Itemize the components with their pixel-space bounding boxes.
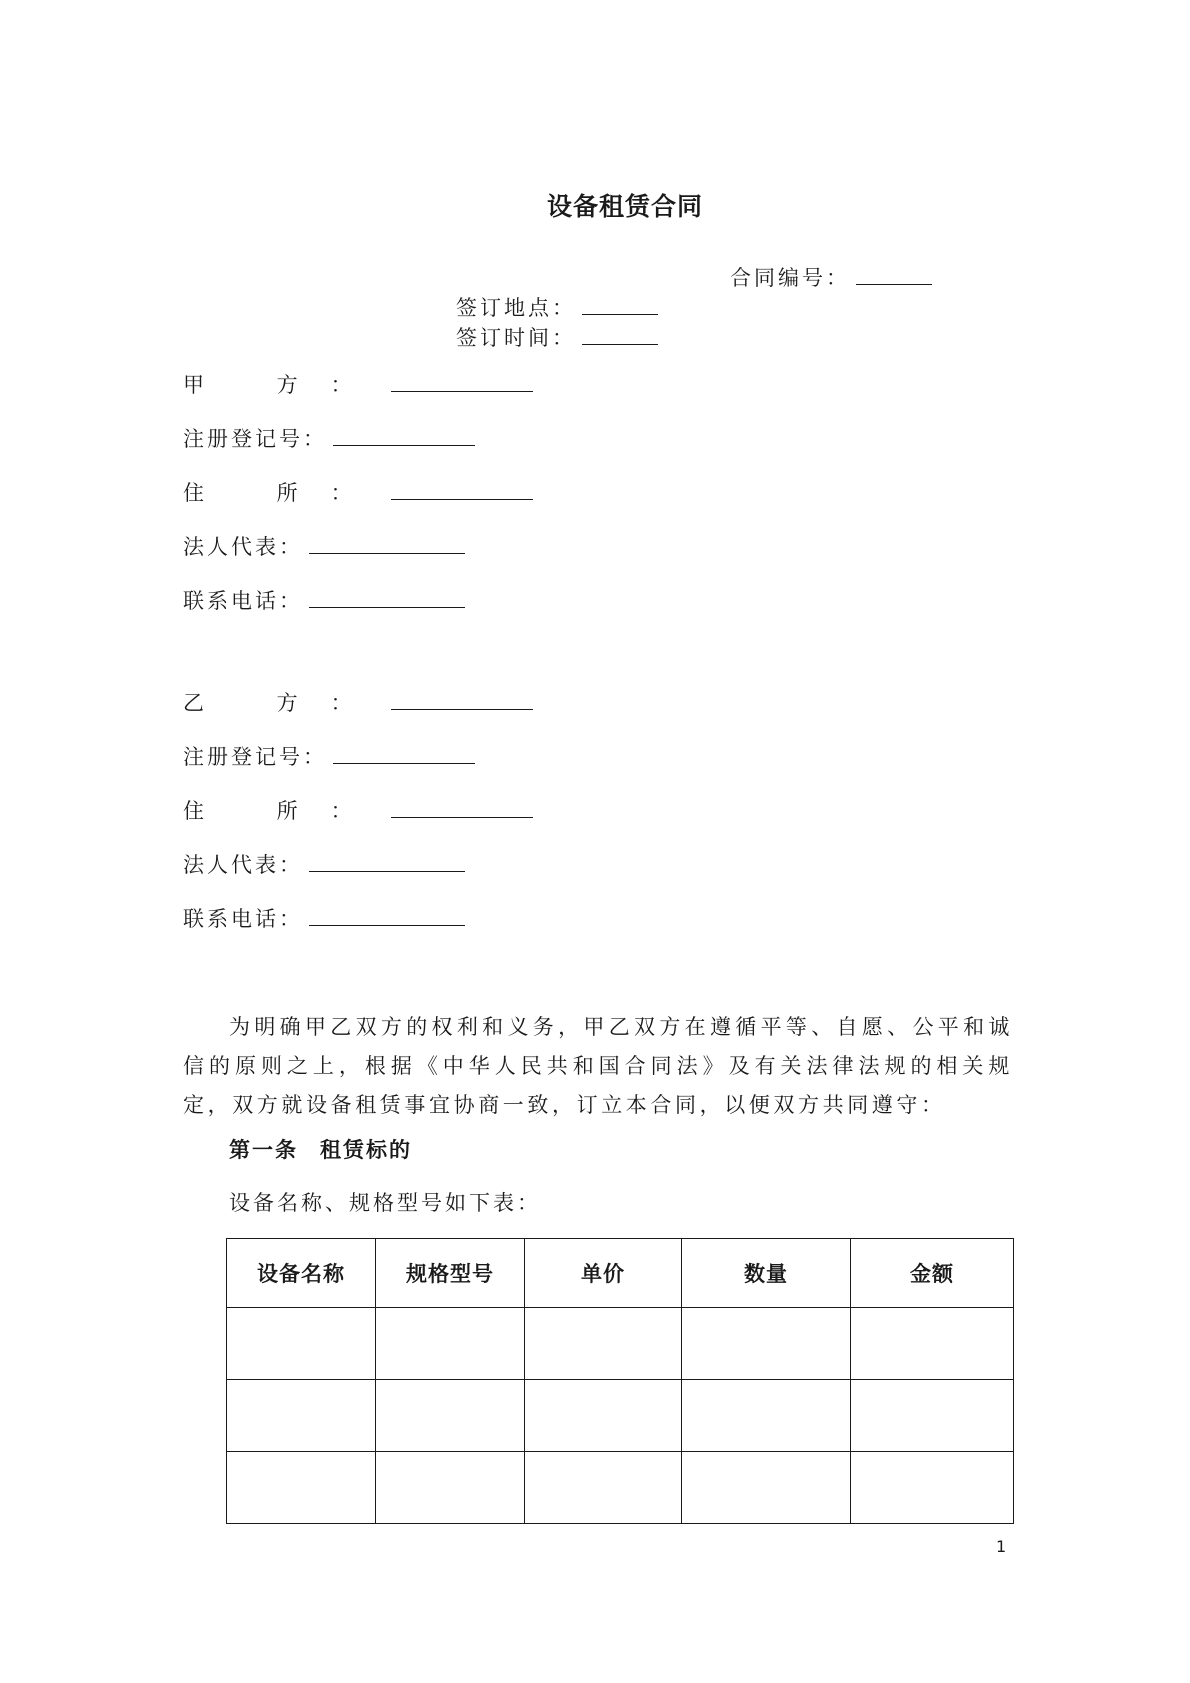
contract-number-line <box>730 262 932 292</box>
party-a-rep-blank[interactable] <box>309 533 465 554</box>
sign-time-blank[interactable] <box>582 324 658 345</box>
party-a-name-field <box>183 369 533 399</box>
party-b-address-blank[interactable] <box>391 797 533 818</box>
party-b-phone-field <box>183 903 465 933</box>
party-b-phone-blank[interactable] <box>309 905 465 926</box>
party-a-reg-blank[interactable] <box>333 425 475 446</box>
equipment-table <box>226 1238 1014 1524</box>
sign-place-line <box>456 292 658 322</box>
party-b-address-label: 住 所： <box>183 799 385 823</box>
sign-time-label: 签订时间： <box>456 326 576 350</box>
table-cell[interactable] <box>376 1452 525 1524</box>
party-b-label: 乙 方： <box>183 691 385 715</box>
table-cell[interactable] <box>525 1308 682 1380</box>
party-b-reg-blank[interactable] <box>333 743 475 764</box>
party-a-reg-field <box>183 423 475 453</box>
contract-number-label: 合同编号： <box>730 266 850 290</box>
table-cell[interactable] <box>227 1452 376 1524</box>
party-a-phone-label: 联系电话： <box>183 589 303 613</box>
sign-place-label: 签订地点： <box>456 296 576 320</box>
table-cell[interactable] <box>851 1452 1014 1524</box>
article-1-title: 租赁标的 <box>320 1138 412 1162</box>
table-row <box>227 1308 1014 1380</box>
table-cell[interactable] <box>376 1380 525 1452</box>
party-b-rep-blank[interactable] <box>309 851 465 872</box>
party-b-name-field <box>183 687 533 717</box>
table-row <box>227 1452 1014 1524</box>
contract-title: 设备租赁合同 <box>546 192 703 221</box>
header-unit-price: 单价 <box>525 1239 682 1308</box>
party-a-rep-field <box>183 531 465 561</box>
header-quantity: 数量 <box>682 1239 851 1308</box>
party-a-rep-label: 法人代表： <box>183 535 303 559</box>
party-a-phone-blank[interactable] <box>309 587 465 608</box>
party-b-rep-label: 法人代表： <box>183 853 303 877</box>
party-b-phone-label: 联系电话： <box>183 907 303 931</box>
sign-place-blank[interactable] <box>582 294 658 315</box>
header-equipment-name: 设备名称 <box>227 1239 376 1308</box>
party-a-address-label: 住 所： <box>183 481 385 505</box>
table-cell[interactable] <box>682 1308 851 1380</box>
table-cell[interactable] <box>525 1380 682 1452</box>
party-a-address-blank[interactable] <box>391 479 533 500</box>
table-cell[interactable] <box>376 1308 525 1380</box>
table-cell[interactable] <box>851 1308 1014 1380</box>
party-a-phone-field <box>183 585 465 615</box>
party-b-reg-field <box>183 741 475 771</box>
article-1-number: 第一条 <box>229 1138 298 1162</box>
contract-number-blank[interactable] <box>856 264 932 285</box>
party-b-address-field <box>183 795 533 825</box>
party-b-rep-field <box>183 849 465 879</box>
page-number: 1 <box>996 1537 1007 1556</box>
table-row <box>227 1380 1014 1452</box>
table-cell[interactable] <box>682 1380 851 1452</box>
header-amount: 金额 <box>851 1239 1014 1308</box>
sign-time-line <box>456 322 658 352</box>
party-b-name-blank[interactable] <box>391 689 533 710</box>
party-a-address-field <box>183 477 533 507</box>
table-cell[interactable] <box>227 1380 376 1452</box>
equipment-table-header-row <box>227 1239 1014 1308</box>
party-a-reg-label: 注册登记号： <box>183 427 327 451</box>
party-a-name-blank[interactable] <box>391 371 533 392</box>
party-b-reg-label: 注册登记号： <box>183 745 327 769</box>
table-cell[interactable] <box>525 1452 682 1524</box>
preamble-paragraph: 为明确甲乙双方的权利和义务，甲乙双方在遵循平等、自愿、公平和诚信的原则之上，根据《中华人民共和国合同法》及有关法律法规的相关规定，双方就设备租赁事宜协商一致，订立本合同，以便双方共同遵守： <box>183 1015 1013 1117</box>
header-model: 规格型号 <box>376 1239 525 1308</box>
party-a-label: 甲 方： <box>183 373 385 397</box>
table-cell[interactable] <box>227 1308 376 1380</box>
article-1-intro: 设备名称、规格型号如下表： <box>229 1191 541 1215</box>
table-cell[interactable] <box>851 1380 1014 1452</box>
article-1-heading <box>229 1134 412 1164</box>
table-cell[interactable] <box>682 1452 851 1524</box>
